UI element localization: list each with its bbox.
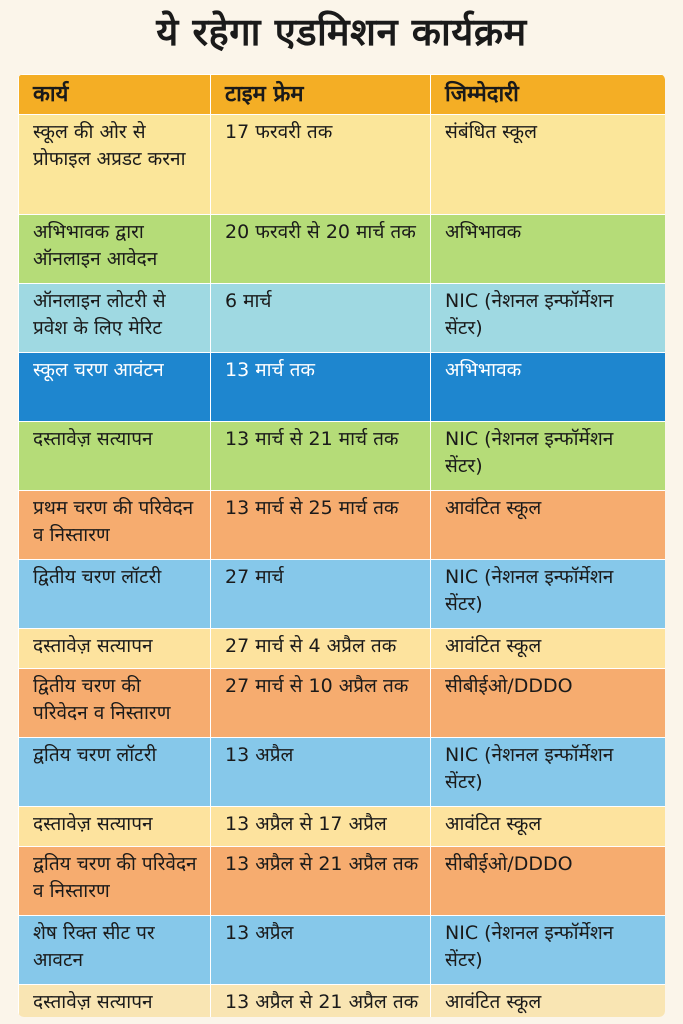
task-cell: द्वितीय चरण की परिवेदन व निस्तारण xyxy=(19,669,211,738)
task-cell: दस्तावेज़ सत्यापन xyxy=(19,985,211,1018)
responsibility-cell: आवंटित स्कूल xyxy=(431,629,666,669)
time-cell: 13 मार्च से 25 मार्च तक xyxy=(211,491,431,560)
table-row xyxy=(19,491,666,560)
time-cell: 27 मार्च xyxy=(211,560,431,629)
responsibility-cell: अभिभावक xyxy=(431,215,666,284)
table-row xyxy=(19,669,666,738)
responsibility-cell: NIC (नेशनल इन्फॉर्मेशन सेंटर) xyxy=(431,284,666,353)
table-row xyxy=(19,215,666,284)
responsibility-cell: NIC (नेशनल इन्फॉर्मेशन सेंटर) xyxy=(431,560,666,629)
time-cell: 17 फरवरी तक xyxy=(211,115,431,215)
time-cell: 13 अप्रैल से 21 अप्रैल तक xyxy=(211,985,431,1018)
responsibility-cell: अभिभावक xyxy=(431,353,666,422)
responsibility-cell: संबंधित स्कूल xyxy=(431,115,666,215)
task-cell: द्वतिय चरण लॉटरी xyxy=(19,738,211,807)
time-cell: 27 मार्च से 10 अप्रैल तक xyxy=(211,669,431,738)
time-cell: 20 फरवरी से 20 मार्च तक xyxy=(211,215,431,284)
task-cell: दस्तावेज़ सत्यापन xyxy=(19,422,211,491)
responsibility-cell: NIC (नेशनल इन्फॉर्मेशन सेंटर) xyxy=(431,422,666,491)
table-row xyxy=(19,284,666,353)
table-row xyxy=(19,629,666,669)
responsibility-cell: NIC (नेशनल इन्फॉर्मेशन सेंटर) xyxy=(431,916,666,985)
time-cell: 27 मार्च से 4 अप्रैल तक xyxy=(211,629,431,669)
header-responsibility: जिम्मेदारी xyxy=(431,75,666,115)
table-row xyxy=(19,916,666,985)
time-cell: 13 अप्रैल xyxy=(211,738,431,807)
task-cell: दस्तावेज़ सत्यापन xyxy=(19,807,211,847)
page-title: ये रहेगा एडमिशन कार्यक्रम xyxy=(156,10,527,54)
time-cell: 6 मार्च xyxy=(211,284,431,353)
schedule-table xyxy=(18,74,665,1017)
table-row xyxy=(19,115,666,215)
task-cell: अभिभावक द्वारा ऑनलाइन आवेदन xyxy=(19,215,211,284)
table-row xyxy=(19,738,666,807)
table-row xyxy=(19,985,666,1018)
time-cell: 13 अप्रैल xyxy=(211,916,431,985)
responsibility-cell: आवंटित स्कूल xyxy=(431,985,666,1018)
task-cell: द्वतिय चरण की परिवेदन व निस्तारण xyxy=(19,847,211,916)
time-cell: 13 अप्रैल से 21 अप्रैल तक xyxy=(211,847,431,916)
table-row xyxy=(19,847,666,916)
responsibility-cell: आवंटित स्कूल xyxy=(431,807,666,847)
responsibility-cell: सीबीईओ/DDDO xyxy=(431,669,666,738)
responsibility-cell: NIC (नेशनल इन्फॉर्मेशन सेंटर) xyxy=(431,738,666,807)
table-row xyxy=(19,560,666,629)
task-cell: स्कूल चरण आवंटन xyxy=(19,353,211,422)
table-row xyxy=(19,353,666,422)
task-cell: शेष रिक्त सीट पर आवटन xyxy=(19,916,211,985)
task-cell: दस्तावेज़ सत्यापन xyxy=(19,629,211,669)
responsibility-cell: सीबीईओ/DDDO xyxy=(431,847,666,916)
time-cell: 13 मार्च से 21 मार्च तक xyxy=(211,422,431,491)
task-cell: स्कूल की ओर से प्रोफाइल अप्रडट करना xyxy=(19,115,211,215)
table-row xyxy=(19,422,666,491)
table-row xyxy=(19,807,666,847)
time-cell: 13 अप्रैल से 17 अप्रैल xyxy=(211,807,431,847)
task-cell: प्रथम चरण की परिवेदन व निस्तारण xyxy=(19,491,211,560)
time-cell: 13 मार्च तक xyxy=(211,353,431,422)
header-task: कार्य xyxy=(19,75,211,115)
task-cell: ऑनलाइन लोटरी से प्रवेश के लिए मेरिट xyxy=(19,284,211,353)
header-time-frame: टाइम फ्रेम xyxy=(211,75,431,115)
table-header-row xyxy=(19,75,666,115)
task-cell: द्वितीय चरण लॉटरी xyxy=(19,560,211,629)
responsibility-cell: आवंटित स्कूल xyxy=(431,491,666,560)
